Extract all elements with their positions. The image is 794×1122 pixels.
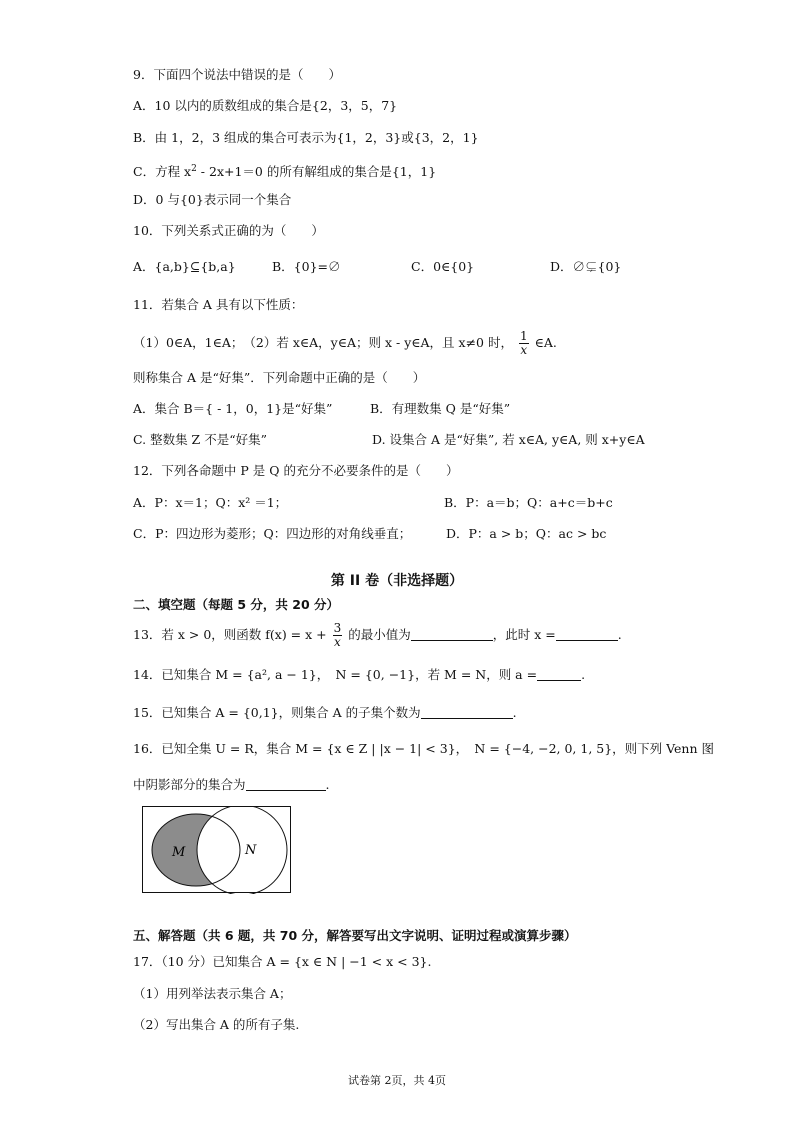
q9-option-a: A．10 以内的质数组成的集合是{2，3，5，7}: [133, 98, 398, 113]
page-footer: 试卷第 2页，共 4页: [348, 1074, 446, 1087]
q12-option-d: D．P：a > b；Q：ac > bc: [446, 526, 607, 541]
q10-option-d: D．∅⊊{0}: [550, 259, 622, 274]
q15-end: .: [512, 705, 517, 720]
q10-option-b: B．{0}=∅: [272, 259, 341, 274]
q13-fraction-den: x: [334, 635, 341, 649]
q11-conditions: [133, 330, 557, 357]
q11-option-a: A．集合 B＝{ - 1，0，1}是“好集”: [133, 401, 333, 416]
q9-option-c: [133, 160, 436, 181]
q9-stem: 9．下面四个说法中错误的是（ ）: [133, 67, 341, 82]
part-two-title: 第 II 卷（非选择题）: [330, 573, 464, 589]
q13: [133, 622, 622, 649]
q12-option-b: B．P：a＝b；Q：a+c＝b+c: [444, 495, 613, 510]
venn-label-n: N: [245, 843, 257, 858]
q11-fraction-den: x: [520, 343, 528, 357]
q15-pre: 15．已知集合 A = {0,1}，则集合 A 的子集个数为: [133, 705, 421, 720]
q16-line2-pre: 中阴影部分的集合为: [133, 777, 246, 792]
q15: [133, 704, 517, 722]
q11-conditions-pre: （1）0∈A，1∈A； （2）若 x∈A，y∈A；则 x - y∈A，且 x≠0 时，: [133, 335, 513, 350]
q16-answer-blank[interactable]: [246, 778, 326, 791]
q14-end: .: [581, 667, 586, 682]
q17-stem: 17．（10 分）已知集合 A = {x ∈ N | −1 < x < 3}.: [133, 954, 432, 969]
q11-fraction: [519, 330, 529, 357]
section-fill-in-title: 二、填空题（每题 5 分，共 20 分）: [133, 597, 340, 612]
q14: [133, 666, 585, 684]
q15-answer-blank[interactable]: [421, 706, 513, 719]
q11-fraction-num: 1: [519, 329, 528, 343]
q10-stem: 10．下列关系式正确的为（ ）: [133, 223, 324, 238]
q11-option-d: D. 设集合 A 是“好集”, 若 x∈A, y∈A, 则 x+y∈A: [372, 432, 645, 447]
q11-option-c: C. 整数集 Z 不是“好集”: [133, 432, 267, 447]
q12-option-c: C．P：四边形为菱形；Q：四边形的对角线垂直；: [133, 526, 412, 541]
q12-stem: 12．下列各命题中 P 是 Q 的充分不必要条件的是（ ）: [133, 463, 459, 478]
q13-end: .: [617, 627, 622, 642]
q9-option-d: D．0 与{0}表示同一个集合: [133, 192, 292, 207]
q11-stem: 11．若集合 A 具有以下性质：: [133, 297, 304, 312]
q13-answer-blank-2[interactable]: [556, 628, 618, 641]
q9-option-c-exp: 2: [191, 164, 197, 174]
q11-option-b: B．有理数集 Q 是“好集”: [370, 401, 511, 416]
q17-part-1: （1）用列举法表示集合 A；: [133, 986, 292, 1001]
q16-line1: 16．已知全集 U = R，集合 M = {x ∈ Z | |x − 1| < 3}， N = {−4, −2, 0, 1, 5}，则下列 Venn 图: [133, 741, 714, 756]
q10-option-c: C．0∈{0}: [411, 259, 475, 274]
q13-fraction-num: 3: [333, 621, 342, 635]
q14-answer-blank[interactable]: [537, 668, 581, 681]
q11-ask: 则称集合 A 是“好集”．下列命题中正确的是（ ）: [133, 370, 426, 385]
q13-fraction: [333, 622, 343, 649]
q11-conditions-post: ∈A.: [534, 335, 557, 350]
q16-line2-end: .: [325, 777, 330, 792]
q13-answer-blank-1[interactable]: [411, 628, 493, 641]
q13-pre: 13．若 x > 0，则函数 f(x) = x +: [133, 627, 327, 642]
q9-option-c-pre: C．方程 x: [133, 164, 192, 180]
q16-line2: [133, 776, 330, 794]
q9-option-b: B．由 1，2，3 组成的集合可表示为{1，2，3}或{3，2，1}: [133, 130, 479, 145]
venn-diagram: [142, 806, 292, 894]
q12-option-a: A．P：x＝1；Q：x² ＝1；: [133, 495, 288, 510]
venn-label-m: M: [172, 845, 186, 860]
q13-mid: 的最小值为: [348, 627, 411, 642]
section-answer-title: 五、解答题（共 6 题，共 70 分，解答要写出文字说明、证明过程或演算步骤）: [133, 928, 577, 943]
q17-part-2: （2）写出集合 A 的所有子集.: [133, 1017, 300, 1032]
q10-option-a: A．{a,b}⊆{b,a}: [133, 259, 236, 274]
q14-pre: 14．已知集合 M = {a², a − 1}， N = {0, −1}，若 M = N，则 a =: [133, 667, 538, 682]
q9-option-c-post: - 2x+1＝0 的所有解组成的集合是{1，1}: [196, 164, 437, 180]
q13-mid2: ，此时 x =: [492, 627, 556, 642]
